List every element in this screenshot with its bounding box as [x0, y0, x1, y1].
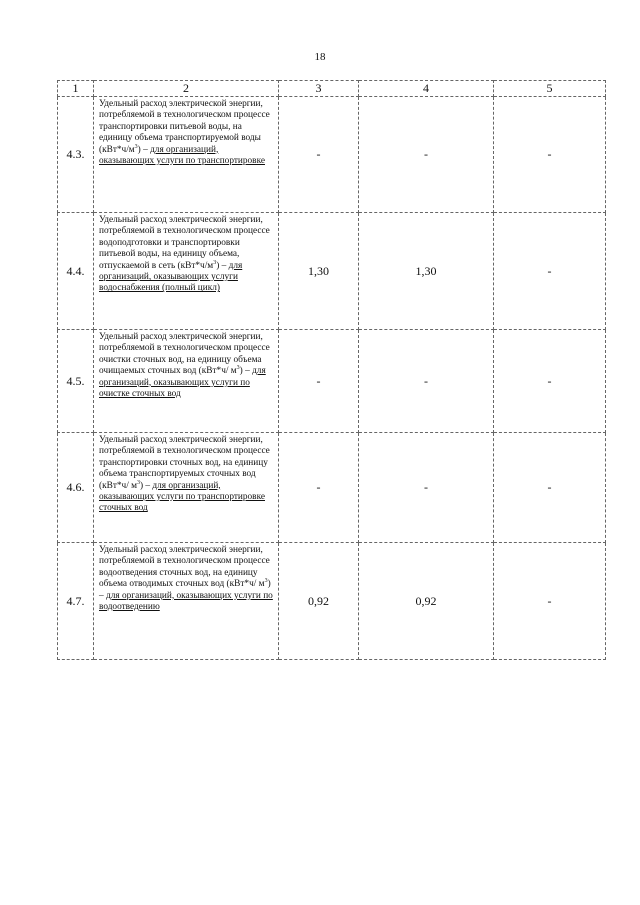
row-description: Удельный расход электрической энергии, потребляемой в технологическом процессе водоотведения сточных вод, на единицу объема отводимых сточных вод (кВт*ч/ $м^3$) – для организаций, оказывающих услуги по водоотведению [94, 543, 279, 660]
value-col3: 0,92 [279, 543, 359, 660]
page-number: 18 [314, 51, 326, 63]
value-col5: - [494, 97, 606, 213]
table-row [58, 97, 606, 213]
row-number: 4.4. [58, 213, 94, 330]
value-col4: - [359, 97, 494, 213]
row-number: 4.6. [58, 433, 94, 543]
table-row [58, 213, 606, 330]
value-col3: - [279, 97, 359, 213]
row-description: Удельный расход электрической энергии, потребляемой в технологическом процессе водоподготовки и транспортировки питьевой воды, на единицу объема, отпускаемой в сеть $(кВт*ч/м^3)$ – для организаций, оказывающих услуги водоснабжения (полный цикл) [94, 213, 279, 330]
value-col4: 0,92 [359, 543, 494, 660]
value-col3: - [279, 433, 359, 543]
row-description: Удельный расход электрической энергии, потребляемой в технологическом процессе транспортировки питьевой воды, на единицу объема транспортируемой воды $(кВт*ч/м^3)$ – для организаций, оказывающих услуги по транспортировке [94, 97, 279, 213]
value-col4: - [359, 433, 494, 543]
value-col5: - [494, 330, 606, 433]
column-header: 4 [359, 81, 494, 97]
value-col4: 1,30 [359, 213, 494, 330]
value-col4: - [359, 330, 494, 433]
table-row [58, 433, 606, 543]
column-header: 3 [279, 81, 359, 97]
row-number: 4.7. [58, 543, 94, 660]
table-header-row [58, 81, 606, 97]
column-header: 5 [494, 81, 606, 97]
table-row [58, 330, 606, 433]
row-description: Удельный расход электрической энергии, потребляемой в технологическом процессе очистки сточных вод, на единицу объема очищаемых сточных вод (кВт*ч/ $м^3$) – для организаций, оказывающих услуги по очистке сточных вод [94, 330, 279, 433]
row-description: Удельный расход электрической энергии, потребляемой в технологическом процессе транспортировки сточных вод, на единицу объема транспортируемых сточных вод (кВт*ч/ $м^3$) – для организаций, оказывающих услуги по транспортировке сточных вод [94, 433, 279, 543]
value-col5: - [494, 213, 606, 330]
column-header: 2 [94, 81, 279, 97]
table-row [58, 543, 606, 660]
indicator-table [57, 80, 606, 660]
value-col5: - [494, 433, 606, 543]
value-col5: - [494, 543, 606, 660]
value-col3: - [279, 330, 359, 433]
column-header: 1 [58, 81, 94, 97]
row-number: 4.5. [58, 330, 94, 433]
row-number: 4.3. [58, 97, 94, 213]
value-col3: 1,30 [279, 213, 359, 330]
